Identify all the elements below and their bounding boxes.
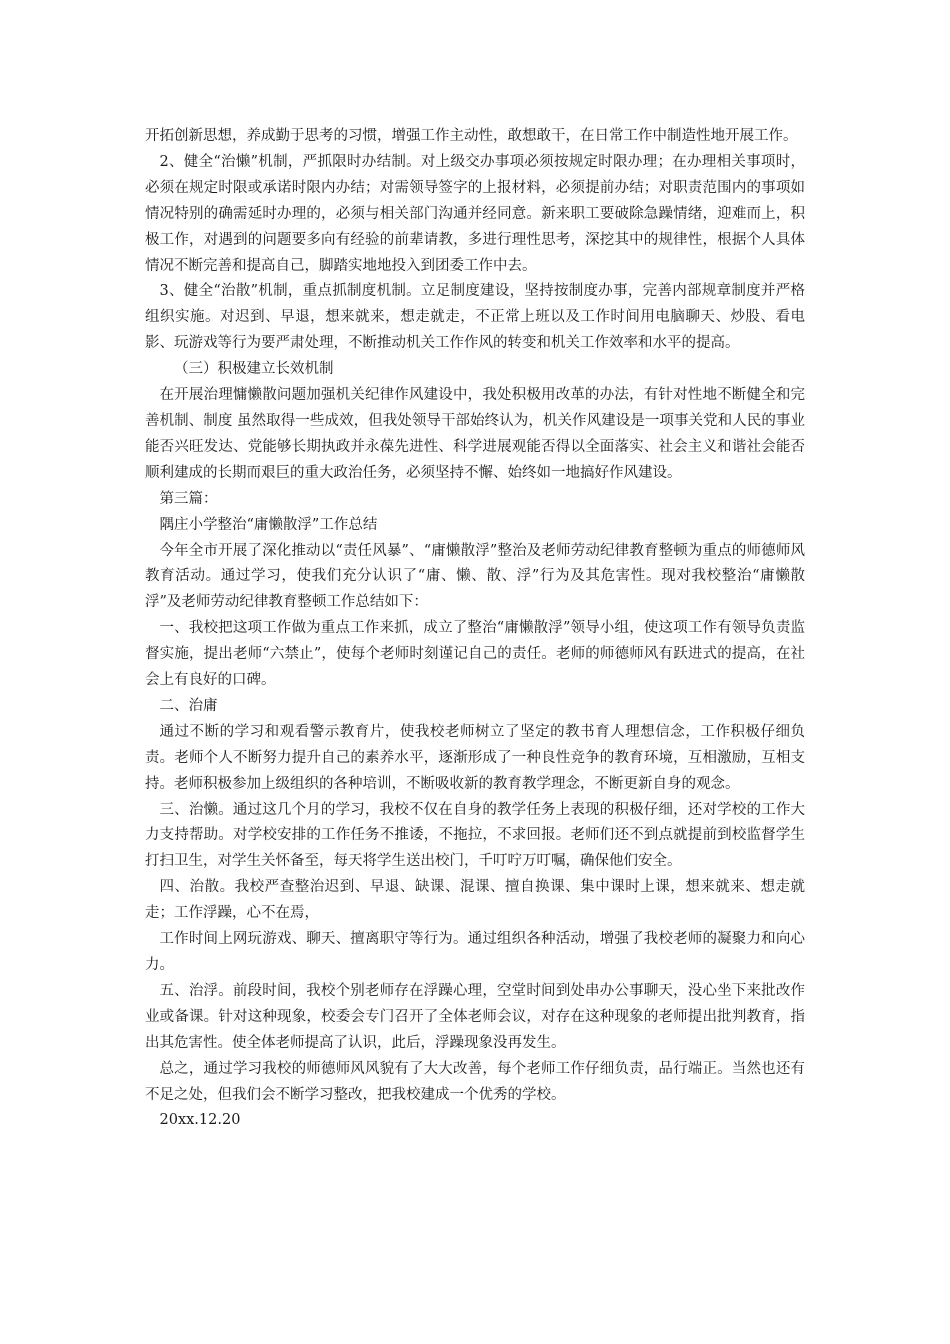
- paragraph: 在开展治理慵懒散问题加强机关纪律作风建设中，我处积极用改革的办法，有针对性地不断健全和完善机制、制度 虽然取得一些成效，但我处领导干部始终认为，机关作风建设是一项事关党和人民的事业能否兴旺发达、党能够长期执政并永葆先进性、科学进展观能否得以全面落实、社会主义和谐社会能否顺利建成的长期而艰巨的重大政治任务，必须坚持不懈、始终如一地搞好作风建设。: [145, 387, 805, 481]
- paragraph: 工作时间上网玩游戏、聊天、擅离职守等行为。通过组织各种活动，增强了我校老师的凝聚力和向心力。: [145, 931, 805, 973]
- document-body: [145, 124, 805, 1134]
- paragraph: 3、健全“治散”机制，重点抓制度机制。立足制度建设，坚持按制度办事，完善内部规章制度并严格组织实施。对迟到、早退，想来就来，想走就走，不正常上班以及工作时间用电脑聊天、炒股、看电影、玩游戏等行为要严肃处理，不断推动机关工作作风的转变和机关工作效率和水平的提高。: [145, 283, 805, 352]
- paragraph: 三、治懒。通过这几个月的学习，我校不仅在自身的教学任务上表现的积极仔细，还对学校的工作大力支持帮助。对学校安排的工作任务不推诿，不拖拉，不求回报。老师们还不到点就提前到校监督学生打扫卫生，对学生关怀备至，每天将学生送出校门，千叮咛万叮嘱，确保他们安全。: [145, 801, 805, 870]
- paragraph: 总之，通过学习我校的师德师风风貌有了大大改善，每个老师工作仔细负责，品行端正。当然也还有不足之处，但我们会不断学习整改，把我校建成一个优秀的学校。: [145, 1060, 805, 1103]
- paragraph: 开拓创新思想，养成勤于思考的习惯，增强工作主动性，敢想敢干，在日常工作中制造性地开展工作。: [145, 128, 798, 144]
- section-heading: 二、治庸: [159, 697, 218, 714]
- document-title: 隅庄小学整治“庸懒散浮”工作总结: [159, 516, 378, 533]
- paragraph: 四、治散。我校严查整治迟到、早退、缺课、混课、擅自换课、集中课时上课，想来就来、想走就走；工作浮躁，心不在焉，: [145, 879, 805, 922]
- paragraph: 2、健全“治懒”机制，严抓限时办结制。对上级交办事项必须按规定时限办理；在办理相关事项时，必须在规定时限或承诺时限内办结；对需领导签字的上报材料，必须提前办结；对职责范围内的事项如情况特别的确需延时办理的，必须与相关部门沟通并经同意。新来职工要破除急躁情绪，迎难而上，积极工作，对遇到的问题要多向有经验的前辈请教，多进行理性思考，深挖其中的规律性，根据个人具体情况不断完善和提高自己，脚踏实地地投入到团委工作中去。: [145, 153, 805, 274]
- paragraph: 今年全市开展了深化推动以“责任风暴”、“庸懒散浮”整治及老师劳动纪律教育整顿为重点的师德师风教育活动。通过学习，使我们充分认识了“庸、懒、散、浮”行为及其危害性。现对我校整治“庸懒散浮”及老师劳动纪律教育整顿工作总结如下：: [145, 542, 805, 611]
- section-heading: （三）积极建立长效机制: [174, 361, 334, 378]
- paragraph: 一、我校把这项工作做为重点工作来抓，成立了整治“庸懒散浮”领导小组，使这项工作有领导负责监督实施，提出老师“六禁止”，使每个老师时刻谨记自己的责任。老师的师德师风有跃进式的提高，在社会上有良好的口碑。: [145, 620, 805, 689]
- document-date: 20xx.12.20: [159, 1112, 241, 1129]
- paragraph: 通过不断的学习和观看警示教育片，使我校老师树立了坚定的教书育人理想信念，工作积极仔细负责。老师个人不断努力提升自己的素养水平，逐渐形成了一种良性竞争的教育环境，互相激励，互相支持。老师积极参加上级组织的各种培训，不断吸收新的教育教学理念，不断更新自身的观念。: [145, 723, 805, 792]
- paragraph: 五、治浮。前段时间，我校个别老师存在浮躁心理，空堂时间到处串办公事聊天，没心坐下来批改作业或备课。针对这种现象，校委会专门召开了全体老师会议，对存在这种现象的老师提出批判教育，指出其危害性。使全体老师提高了认识，此后，浮躁现象没再发生。: [145, 982, 805, 1051]
- part-heading: 第三篇：: [159, 490, 218, 507]
